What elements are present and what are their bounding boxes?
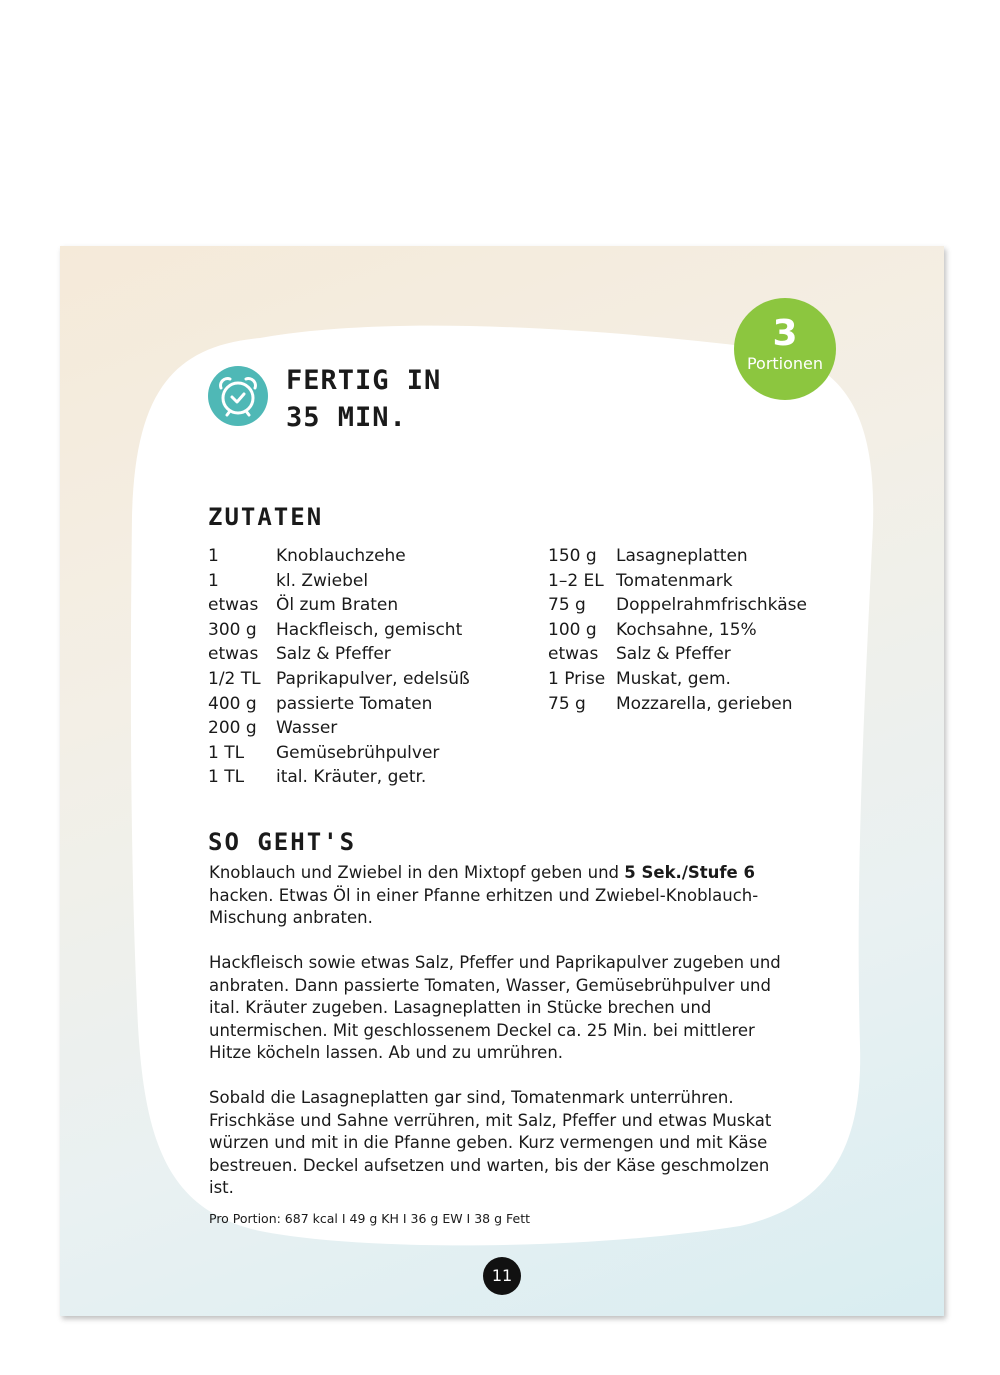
ingredient-name: Doppelrahmfrischkäse [616, 595, 807, 616]
ingredient-quantity: 1 TL [208, 742, 245, 763]
instructions [209, 862, 799, 1222]
ingredient-quantity: 1/2 TL [208, 668, 261, 689]
ingredient-name: Salz & Pfeffer [616, 644, 731, 665]
alarm-clock-icon [208, 366, 268, 426]
instruction-paragraph-1 [209, 862, 799, 930]
ingredients-heading: ZUTATEN [208, 503, 324, 531]
ingredient-quantity: etwas [208, 595, 259, 616]
prep-time [286, 362, 441, 436]
ingredient-row [208, 593, 470, 618]
ingredient-row [208, 765, 470, 790]
instructions-heading: SO GEHT'S [208, 828, 357, 856]
ingredient-name: Öl zum Braten [276, 595, 399, 616]
ingredient-row [208, 544, 470, 569]
ingredient-quantity: 1–2 EL [548, 570, 604, 591]
ingredient-row [548, 692, 807, 717]
ingredient-row [208, 618, 470, 643]
ingredient-name: Tomatenmark [616, 570, 733, 591]
ingredient-row [548, 569, 807, 594]
prep-time-line-1: FERTIG IN [286, 365, 442, 396]
servings-badge [734, 298, 836, 400]
ingredient-name: Mozzarella, gerieben [616, 693, 793, 714]
ingredient-row [208, 716, 470, 741]
prep-time-line-2: 35 MIN. [286, 402, 407, 433]
ingredient-quantity: etwas [208, 644, 259, 665]
ingredient-quantity: 200 g [208, 718, 257, 739]
ingredient-quantity: 75 g [548, 595, 586, 616]
instruction-setting: 5 Sek./Stufe 6 [624, 863, 755, 882]
nutrition-info: Pro Portion: 687 kcal I 49 g KH I 36 g EW I 38 g Fett [209, 1211, 531, 1226]
ingredient-name: ital. Kräuter, getr. [276, 767, 427, 788]
ingredient-row [208, 642, 470, 667]
ingredient-row [548, 618, 807, 643]
ingredient-quantity: 400 g [208, 693, 257, 714]
servings-label: Portionen [746, 354, 824, 373]
ingredient-name: Muskat, gem. [616, 668, 731, 689]
ingredient-quantity: 1 [208, 570, 219, 591]
ingredient-quantity: 100 g [548, 619, 597, 640]
ingredient-name: Wasser [276, 718, 338, 739]
ingredient-quantity: 1 [208, 546, 219, 566]
ingredients-list-left [208, 544, 470, 790]
ingredient-row [548, 593, 807, 618]
ingredient-name: kl. Zwiebel [276, 570, 369, 591]
instruction-text: hacken. Etwas Öl in einer Pfanne erhitzen und Zwiebel-Knoblauch-Mischung anbraten. [209, 885, 759, 927]
ingredient-quantity: 1 Prise [548, 668, 606, 689]
ingredients-list-right [548, 544, 807, 716]
instruction-text: Knoblauch und Zwiebel in den Mixtopf geben und [209, 863, 625, 882]
ingredient-name: Knoblauchzehe [276, 546, 406, 566]
ingredient-row [548, 642, 807, 667]
ingredient-name: Lasagneplatten [616, 546, 748, 566]
instruction-paragraph-3: Sobald die Lasagneplatten gar sind, Tomatenmark unterrühren. Frischkäse und Sahne verrühren, mit Salz, Pfeffer und etwas Muskat würzen und mit in die Pfanne geben. Kurz vermengen und mit Käse bestreuen. Deckel aufsetzen und warten, bis der Käse geschmolzen ist. [209, 1088, 772, 1197]
ingredient-row [548, 667, 807, 692]
ingredient-quantity: 300 g [208, 619, 257, 640]
ingredient-row [208, 692, 470, 717]
ingredient-row [208, 569, 470, 594]
ingredient-name: passierte Tomaten [276, 693, 433, 714]
ingredient-row [208, 667, 470, 692]
ingredient-row [548, 544, 807, 569]
page-number: 11 [483, 1257, 521, 1295]
ingredient-name: Paprikapulver, edelsüß [276, 668, 470, 689]
ingredient-quantity: 1 TL [208, 767, 245, 788]
instruction-paragraph-2: Hackfleisch sowie etwas Salz, Pfeffer und Paprikapulver zugeben und anbraten. Dann passierte Tomaten, Wasser, Gemüsebrühpulver und ital. Kräuter zugeben. Lasagneplatten in Stücke brechen und untermischen. Mit geschlossenem Deckel ca. 25 Min. bei mittlerer Hitze köcheln lassen. Ab und zu umrühren. [209, 953, 781, 1062]
ingredient-row [208, 741, 470, 766]
ingredient-quantity: etwas [548, 644, 599, 665]
ingredient-quantity: 75 g [548, 693, 586, 714]
ingredient-name: Kochsahne, 15% [616, 619, 757, 640]
ingredient-name: Salz & Pfeffer [276, 644, 391, 665]
servings-number: 3 [772, 313, 798, 354]
ingredient-name: Hackfleisch, gemischt [276, 619, 463, 640]
ingredient-quantity: 150 g [548, 546, 597, 566]
ingredient-name: Gemüsebrühpulver [276, 742, 440, 763]
